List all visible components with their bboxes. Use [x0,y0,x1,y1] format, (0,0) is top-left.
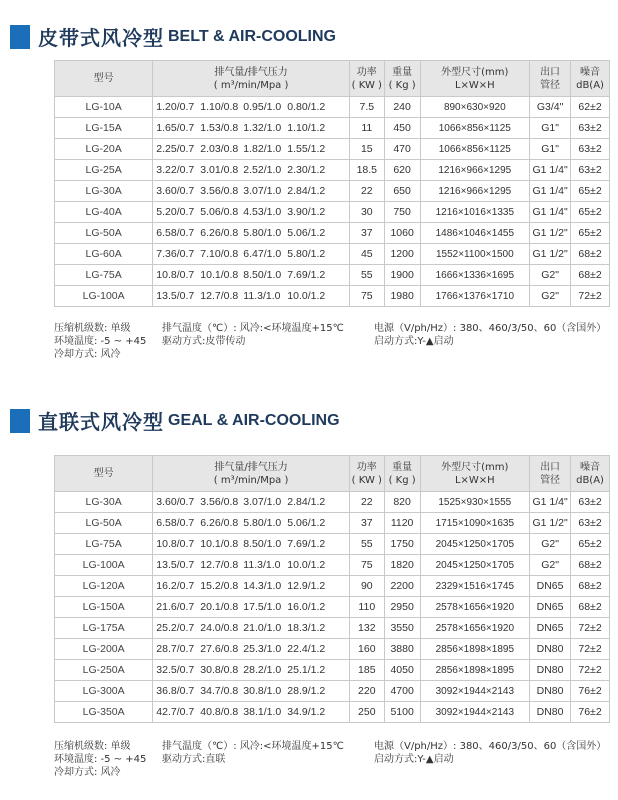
flow-value: 12.9/1.2 [287,580,326,592]
note-start-mode: 启动方式:Y-▲启动 [374,754,454,765]
flow-value: 5.06/1.2 [287,517,326,529]
flow-value: 5.06/0.8 [200,206,239,218]
cell-dimensions: 1715×1090×1635 [420,513,530,534]
note-cooling: 冷却方式: 风冷 [54,349,121,360]
cell-flow [153,244,350,265]
cell-noise: 65±2 [571,223,610,244]
flow-value: 3.01/0.8 [200,164,239,176]
header-noise: 噪音 dB(A) [571,61,610,97]
cell-outlet: DN80 [530,681,571,702]
cell-power: 220 [349,681,384,702]
header-dimensions: 外型尺寸(mm) L×W×H [420,456,530,492]
flow-value: 6.26/0.8 [200,517,239,529]
header-power: 功率 ( KW ) [349,456,384,492]
note-ambient-temp: 环境温度: -5 ~ +45 [54,754,147,765]
cell-model: LG-250A [55,660,153,681]
table-row [55,597,610,618]
cell-model: LG-50A [55,513,153,534]
cell-noise: 68±2 [571,244,610,265]
table-row [55,97,610,118]
table-row [55,181,610,202]
cell-outlet: G2" [530,265,571,286]
cell-model: LG-75A [55,534,153,555]
flow-value: 4.53/1.0 [243,206,282,218]
flow-value: 3.07/1.0 [243,185,282,197]
cell-power: 110 [349,597,384,618]
cell-dimensions: 2856×1898×1895 [420,639,530,660]
cell-model: LG-300A [55,681,153,702]
cell-flow [153,286,350,307]
header-flow: 排气量/排气压力 ( m³/min/Mpa ) [153,61,350,97]
header-outlet: 出口 管径 [530,456,571,492]
cell-model: LG-120A [55,576,153,597]
cell-flow [153,597,350,618]
table-row [55,618,610,639]
flow-value: 30.8/0.8 [200,664,239,676]
table-row [55,555,610,576]
cell-model: LG-20A [55,139,153,160]
cell-dimensions: 2578×1656×1920 [420,618,530,639]
cell-model: LG-100A [55,555,153,576]
cell-outlet: G1 1/4" [530,202,571,223]
header-dimensions: 外型尺寸(mm) L×W×H [420,61,530,97]
cell-noise: 72±2 [571,639,610,660]
cell-outlet: G1 1/4" [530,160,571,181]
flow-value: 3.90/1.2 [287,206,326,218]
note-power-supply: 电源（V/ph/Hz）: 380、460/3/50、60（含国外） [374,741,607,752]
flow-value: 2.84/1.2 [287,185,326,197]
cell-weight: 750 [384,202,420,223]
flow-value: 5.20/0.7 [156,206,195,218]
cell-weight: 1060 [384,223,420,244]
header-flow: 排气量/排气压力 ( m³/min/Mpa ) [153,456,350,492]
section-title-en: BELT & AIR-COOLING [168,27,336,45]
cell-dimensions: 2045×1250×1705 [420,534,530,555]
cell-weight: 1820 [384,555,420,576]
flow-value: 2.84/1.2 [287,496,326,508]
note-stages: 压缩机级数: 单级 [54,741,131,752]
cell-outlet: G1 1/4" [530,181,571,202]
cell-power: 37 [349,223,384,244]
flow-value: 30.8/1.0 [243,685,282,697]
cell-outlet: G3/4" [530,97,571,118]
flow-value: 0.80/1.2 [287,101,326,113]
cell-dimensions: 2578×1656×1920 [420,597,530,618]
cell-noise: 68±2 [571,597,610,618]
cell-weight: 650 [384,181,420,202]
flow-value: 12.7/0.8 [200,559,239,571]
flow-value: 5.80/1.0 [243,517,282,529]
note-ambient-temp: 环境温度: -5 ~ +45 [54,336,147,347]
section-title-cn: 皮带式风冷型 [38,26,164,50]
flow-value: 22.4/1.2 [287,643,326,655]
flow-value: 1.10/0.8 [200,101,239,113]
header-weight: 重量 ( Kg ) [384,456,420,492]
flow-value: 13.5/0.7 [156,559,195,571]
note-drive: 驱动方式:皮带传动 [162,336,246,347]
notes-belt [54,322,614,362]
flow-value: 7.69/1.2 [287,269,326,281]
cell-power: 75 [349,555,384,576]
cell-dimensions: 1066×856×1125 [420,118,530,139]
cell-weight: 240 [384,97,420,118]
flow-value: 16.2/0.7 [156,580,195,592]
flow-value: 10.0/1.2 [287,290,326,302]
flow-value: 3.22/0.7 [156,164,195,176]
flow-value: 6.58/0.7 [156,517,195,529]
flow-value: 0.95/1.0 [243,101,282,113]
flow-value: 7.10/0.8 [200,248,239,260]
flow-value: 21.0/1.0 [243,622,282,634]
cell-outlet: DN65 [530,618,571,639]
cell-noise: 72±2 [571,660,610,681]
flow-value: 25.1/1.2 [287,664,326,676]
cell-outlet: G1" [530,118,571,139]
cell-model: LG-350A [55,702,153,723]
flow-value: 11.3/1.0 [243,559,281,571]
table-row [55,576,610,597]
flow-value: 1.53/0.8 [200,122,239,134]
cell-outlet: DN65 [530,597,571,618]
cell-power: 15 [349,139,384,160]
flow-value: 6.47/1.0 [243,248,282,260]
cell-weight: 3880 [384,639,420,660]
cell-weight: 1120 [384,513,420,534]
cell-power: 90 [349,576,384,597]
cell-weight: 820 [384,492,420,513]
cell-power: 22 [349,492,384,513]
note-cooling: 冷却方式: 风冷 [54,767,121,778]
cell-outlet: DN65 [530,576,571,597]
flow-value: 38.1/1.0 [243,706,282,718]
flow-value: 16.0/1.2 [287,601,326,613]
header-model: 型号 [55,456,153,492]
flow-value: 17.5/1.0 [243,601,282,613]
flow-value: 1.10/1.2 [287,122,326,134]
cell-power: 37 [349,513,384,534]
cell-power: 160 [349,639,384,660]
flow-value: 15.2/0.8 [200,580,239,592]
cell-weight: 2950 [384,597,420,618]
table-row [55,513,610,534]
cell-noise: 62±2 [571,97,610,118]
flow-value: 5.80/1.0 [243,227,282,239]
cell-noise: 76±2 [571,702,610,723]
cell-flow [153,702,350,723]
flow-value: 8.50/1.0 [243,269,282,281]
section-title-cn: 直联式风冷型 [38,410,164,434]
cell-flow [153,265,350,286]
flow-value: 1.20/0.7 [156,101,195,113]
table-header-row [55,456,610,492]
cell-model: LG-30A [55,492,153,513]
cell-model: LG-15A [55,118,153,139]
cell-noise: 63±2 [571,118,610,139]
flow-value: 3.56/0.8 [200,185,239,197]
cell-power: 7.5 [349,97,384,118]
cell-noise: 65±2 [571,202,610,223]
flow-value: 1.65/0.7 [156,122,195,134]
flow-value: 34.7/0.8 [200,685,239,697]
flow-value: 42.7/0.7 [156,706,195,718]
cell-weight: 2200 [384,576,420,597]
cell-outlet: G1" [530,139,571,160]
cell-model: LG-25A [55,160,153,181]
note-discharge-temp: 排气温度（℃）: 风冷:<环境温度+15℃ [162,741,344,752]
flow-value: 5.80/1.2 [287,248,326,260]
spec-table-belt [54,60,610,307]
cell-outlet: DN80 [530,660,571,681]
flow-value: 1.82/1.0 [243,143,282,155]
flow-value: 7.36/0.7 [156,248,195,260]
cell-power: 22 [349,181,384,202]
cell-dimensions: 1216×1016×1335 [420,202,530,223]
flow-value: 12.7/0.8 [200,290,239,302]
cell-flow [153,555,350,576]
flow-value: 3.60/0.7 [156,185,195,197]
flow-value: 2.30/1.2 [287,164,326,176]
flow-value: 14.3/1.0 [243,580,282,592]
cell-outlet: G2" [530,286,571,307]
flow-value: 2.25/0.7 [156,143,195,155]
section-title-geal [10,406,340,435]
table-row [55,265,610,286]
header-noise: 噪音 dB(A) [571,456,610,492]
flow-value: 10.8/0.7 [156,269,195,281]
cell-dimensions: 1216×966×1295 [420,160,530,181]
section-title-en: GEAL & AIR-COOLING [168,411,340,429]
table-row [55,244,610,265]
flow-value: 36.8/0.7 [156,685,195,697]
header-model: 型号 [55,61,153,97]
cell-flow [153,118,350,139]
flow-value: 18.3/1.2 [287,622,326,634]
cell-model: LG-175A [55,618,153,639]
flow-value: 2.52/1.0 [243,164,282,176]
cell-power: 132 [349,618,384,639]
table-row [55,223,610,244]
flow-value: 21.6/0.7 [156,601,195,613]
flow-value: 10.1/0.8 [200,269,239,281]
cell-power: 18.5 [349,160,384,181]
flow-value: 3.60/0.7 [156,496,195,508]
cell-dimensions: 1216×966×1295 [420,181,530,202]
cell-power: 250 [349,702,384,723]
cell-weight: 1750 [384,534,420,555]
cell-flow [153,223,350,244]
table-row [55,681,610,702]
cell-dimensions: 890×630×920 [420,97,530,118]
cell-dimensions: 1666×1336×1695 [420,265,530,286]
cell-model: LG-60A [55,244,153,265]
cell-power: 55 [349,534,384,555]
cell-flow [153,202,350,223]
cell-flow [153,576,350,597]
flow-value: 6.26/0.8 [200,227,239,239]
flow-value: 1.55/1.2 [287,143,326,155]
cell-dimensions: 1486×1046×1455 [420,223,530,244]
note-stages: 压缩机级数: 单级 [54,323,131,334]
flow-value: 8.50/1.0 [243,538,282,550]
cell-dimensions: 2045×1250×1705 [420,555,530,576]
title-accent-bar [10,409,30,433]
cell-flow [153,513,350,534]
flow-value: 3.56/0.8 [200,496,239,508]
note-drive: 驱动方式:直联 [162,754,226,765]
table-row [55,286,610,307]
cell-flow [153,160,350,181]
cell-dimensions: 1766×1376×1710 [420,286,530,307]
flow-value: 24.0/0.8 [200,622,239,634]
cell-dimensions: 3092×1944×2143 [420,681,530,702]
flow-value: 10.8/0.7 [156,538,195,550]
section-title-belt [10,22,336,51]
cell-power: 30 [349,202,384,223]
cell-weight: 1200 [384,244,420,265]
flow-value: 10.0/1.2 [287,559,326,571]
flow-value: 34.9/1.2 [287,706,326,718]
cell-model: LG-150A [55,597,153,618]
table-header-row [55,61,610,97]
cell-weight: 450 [384,118,420,139]
cell-noise: 68±2 [571,555,610,576]
cell-dimensions: 1525×930×1555 [420,492,530,513]
cell-model: LG-100A [55,286,153,307]
cell-flow [153,492,350,513]
cell-flow [153,681,350,702]
cell-model: LG-40A [55,202,153,223]
table-row [55,660,610,681]
cell-weight: 4050 [384,660,420,681]
cell-outlet: G2" [530,555,571,576]
cell-model: LG-10A [55,97,153,118]
cell-noise: 63±2 [571,513,610,534]
cell-noise: 68±2 [571,576,610,597]
cell-flow [153,534,350,555]
cell-outlet: G1 1/2" [530,513,571,534]
cell-outlet: G1 1/4" [530,492,571,513]
cell-flow [153,660,350,681]
table-row [55,534,610,555]
cell-noise: 65±2 [571,181,610,202]
flow-value: 11.3/1.0 [243,290,281,302]
table-row [55,202,610,223]
flow-value: 6.58/0.7 [156,227,195,239]
flow-value: 5.06/1.2 [287,227,326,239]
cell-model: LG-75A [55,265,153,286]
header-outlet: 出口 管径 [530,61,571,97]
cell-flow [153,639,350,660]
flow-value: 27.6/0.8 [200,643,239,655]
table-row [55,139,610,160]
flow-value: 32.5/0.7 [156,664,195,676]
cell-weight: 3550 [384,618,420,639]
note-discharge-temp: 排气温度（℃）: 风冷:<环境温度+15℃ [162,323,344,334]
cell-weight: 5100 [384,702,420,723]
cell-power: 75 [349,286,384,307]
cell-dimensions: 3092×1944×2143 [420,702,530,723]
cell-power: 45 [349,244,384,265]
cell-model: LG-50A [55,223,153,244]
cell-outlet: DN80 [530,702,571,723]
cell-power: 55 [349,265,384,286]
cell-noise: 63±2 [571,139,610,160]
table-row [55,160,610,181]
header-power: 功率 ( KW ) [349,61,384,97]
flow-value: 28.9/1.2 [287,685,326,697]
flow-value: 25.3/1.0 [243,643,282,655]
flow-value: 28.7/0.7 [156,643,195,655]
cell-noise: 65±2 [571,534,610,555]
cell-flow [153,181,350,202]
cell-outlet: DN80 [530,639,571,660]
cell-noise: 63±2 [571,160,610,181]
cell-noise: 72±2 [571,618,610,639]
table-row [55,702,610,723]
cell-flow [153,139,350,160]
cell-dimensions: 1066×856×1125 [420,139,530,160]
cell-noise: 63±2 [571,492,610,513]
title-accent-bar [10,25,30,49]
flow-value: 7.69/1.2 [287,538,326,550]
flow-value: 20.1/0.8 [200,601,239,613]
cell-flow [153,618,350,639]
cell-weight: 1980 [384,286,420,307]
flow-value: 1.32/1.0 [243,122,282,134]
cell-outlet: G2" [530,534,571,555]
cell-noise: 72±2 [571,286,610,307]
flow-value: 10.1/0.8 [200,538,239,550]
flow-value: 25.2/0.7 [156,622,195,634]
flow-value: 2.03/0.8 [200,143,239,155]
cell-outlet: G1 1/2" [530,244,571,265]
cell-dimensions: 2856×1898×1895 [420,660,530,681]
cell-dimensions: 2329×1516×1745 [420,576,530,597]
flow-value: 13.5/0.7 [156,290,195,302]
cell-model: LG-200A [55,639,153,660]
note-start-mode: 启动方式:Y-▲启动 [374,336,454,347]
flow-value: 3.07/1.0 [243,496,282,508]
cell-power: 11 [349,118,384,139]
table-row [55,639,610,660]
table-row [55,492,610,513]
cell-outlet: G1 1/2" [530,223,571,244]
flow-value: 28.2/1.0 [243,664,282,676]
table-row [55,118,610,139]
cell-flow [153,97,350,118]
cell-power: 185 [349,660,384,681]
cell-weight: 4700 [384,681,420,702]
flow-value: 40.8/0.8 [200,706,239,718]
spec-table-geal [54,455,610,723]
header-weight: 重量 ( Kg ) [384,61,420,97]
cell-weight: 620 [384,160,420,181]
notes-geal [54,740,614,784]
note-power-supply: 电源（V/ph/Hz）: 380、460/3/50、60（含国外） [374,323,607,334]
cell-dimensions: 1552×1100×1500 [420,244,530,265]
cell-weight: 1900 [384,265,420,286]
cell-noise: 68±2 [571,265,610,286]
cell-model: LG-30A [55,181,153,202]
cell-weight: 470 [384,139,420,160]
cell-noise: 76±2 [571,681,610,702]
